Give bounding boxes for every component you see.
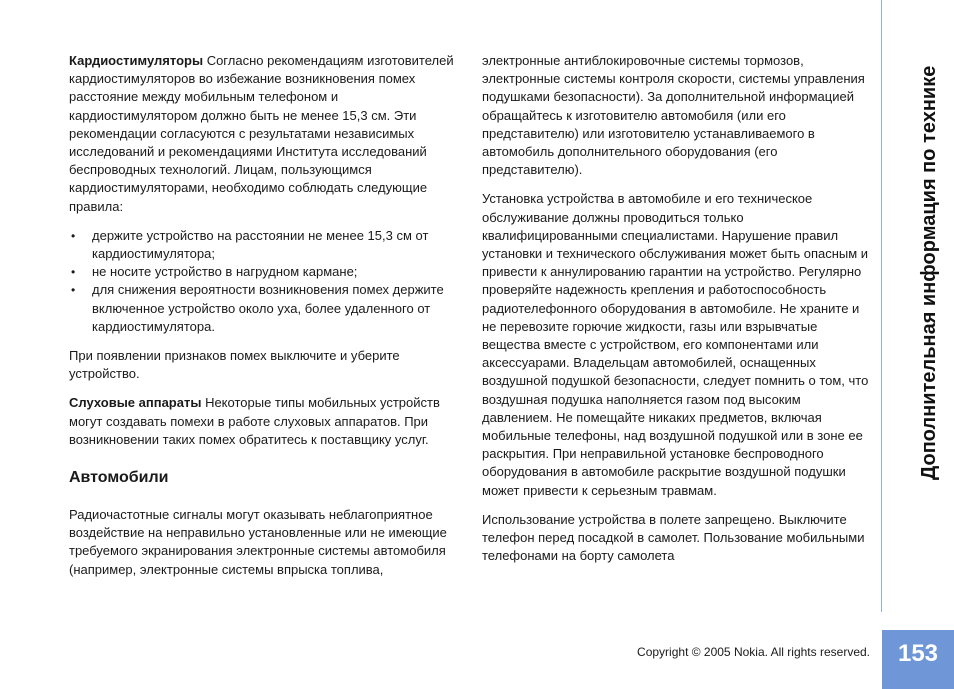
bullet-text: не носите устройство в нагрудном кармане; <box>92 264 358 280</box>
pacemakers-text: Согласно рекомендациям изготовителей кардиостимуляторов во избежание возникновения помех расстояние между мобильным телефоном и кардиостимулятором должно быть не менее 15,3 см. Эти рекомендации согласуются с результатами независимых исследований и рекомендациями Института исследований беспроводных технологий. Лицам, пользующимся кардиостимуляторами, необходимо соблюдать следующие правила: <box>69 53 454 214</box>
list-item <box>69 281 461 336</box>
vehicles-paragraph: Радиочастотные сигналы могут оказывать неблагоприятное воздействие на неправильно установленные или не имеющие требуемого экранирования электронные системы автомобиля (например, электронные системы впрыска топлива, <box>69 507 447 577</box>
sidebar-divider <box>881 0 882 612</box>
installation-paragraph: Установка устройства в автомобиле и его техническое обслуживание должны проводиться только квалифицированными специалистами. Нарушение правил установки и технического обслуживания может быть опасным и привести к аннулированию гарантии на устройство. Регулярно проверяйте надежность крепления и работоспособность радиотелефонного оборудования в автомобиле. Не храните и не перевозите горючие жидкости, газы или взрывчатые вещества вместе с устройством, его компонентами или аксессуарами. Владельцам автомобилей, оснащенных воздушной подушкой безопасности, следует помнить о том, что воздушная подушка наполняется газом под высоким давлением. Не помещайте никаких предметов, включая мобильные телефоны, над воздушной подушкой или в зоне ее раскрытия. При неправильной установке беспроводного оборудования в автомобиле раскрытие воздушной подушки может привести к серьезным травмам. <box>482 191 869 498</box>
bullet-text: держите устройство на расстоянии не менее 15,3 см от кардиостимулятора; <box>92 227 429 262</box>
pacemakers-paragraph <box>69 52 461 216</box>
bullet-icon: • <box>71 265 76 280</box>
bullet-text: для снижения вероятности возникновения помех держите включенное устройство около уха, более удаленного от кардиостимулятора. <box>92 282 444 334</box>
flight-paragraph: Использование устройства в полете запрещено. Выключите телефон перед посадкой в самолет. Пользование мобильными телефонами на борту самолета <box>482 511 865 564</box>
left-column <box>69 52 461 590</box>
list-item <box>69 263 461 281</box>
hearing-text: Некоторые типы мобильных устройств могут создавать помехи в работе слуховых аппаратов. При возникновении таких помех обратитесь к поставщику услуг. <box>69 395 440 447</box>
pacemakers-heading: Кардиостимуляторы <box>69 53 204 68</box>
page-number: 153 <box>897 640 939 667</box>
bullet-icon: • <box>71 228 76 243</box>
hearing-heading: Слуховые аппараты <box>69 395 202 411</box>
hearing-paragraph <box>69 394 461 449</box>
list-item <box>69 227 461 263</box>
pacemaker-rules-list <box>69 227 461 336</box>
copyright-notice: Copyright © 2005 Nokia. All rights reserved. <box>637 645 870 659</box>
section-title: Дополнительная информация по технике <box>918 65 940 480</box>
interference-paragraph: При появлении признаков помех выключите и уберите устройство. <box>69 348 400 382</box>
vehicles-heading: Автомобили <box>69 469 169 487</box>
bullet-icon: • <box>71 283 76 298</box>
right-column <box>482 52 870 576</box>
continuation-paragraph: электронные антиблокировочные системы тормозов, электронные системы контроля скорости, системы управления подушками безопасности). За дополнительной информацией обращайтесь к изготовителю автомобиля (или его представителю) или изготовителю устанавливаемого в автомобиль дополнительного оборудования (его представителю). <box>482 53 865 178</box>
